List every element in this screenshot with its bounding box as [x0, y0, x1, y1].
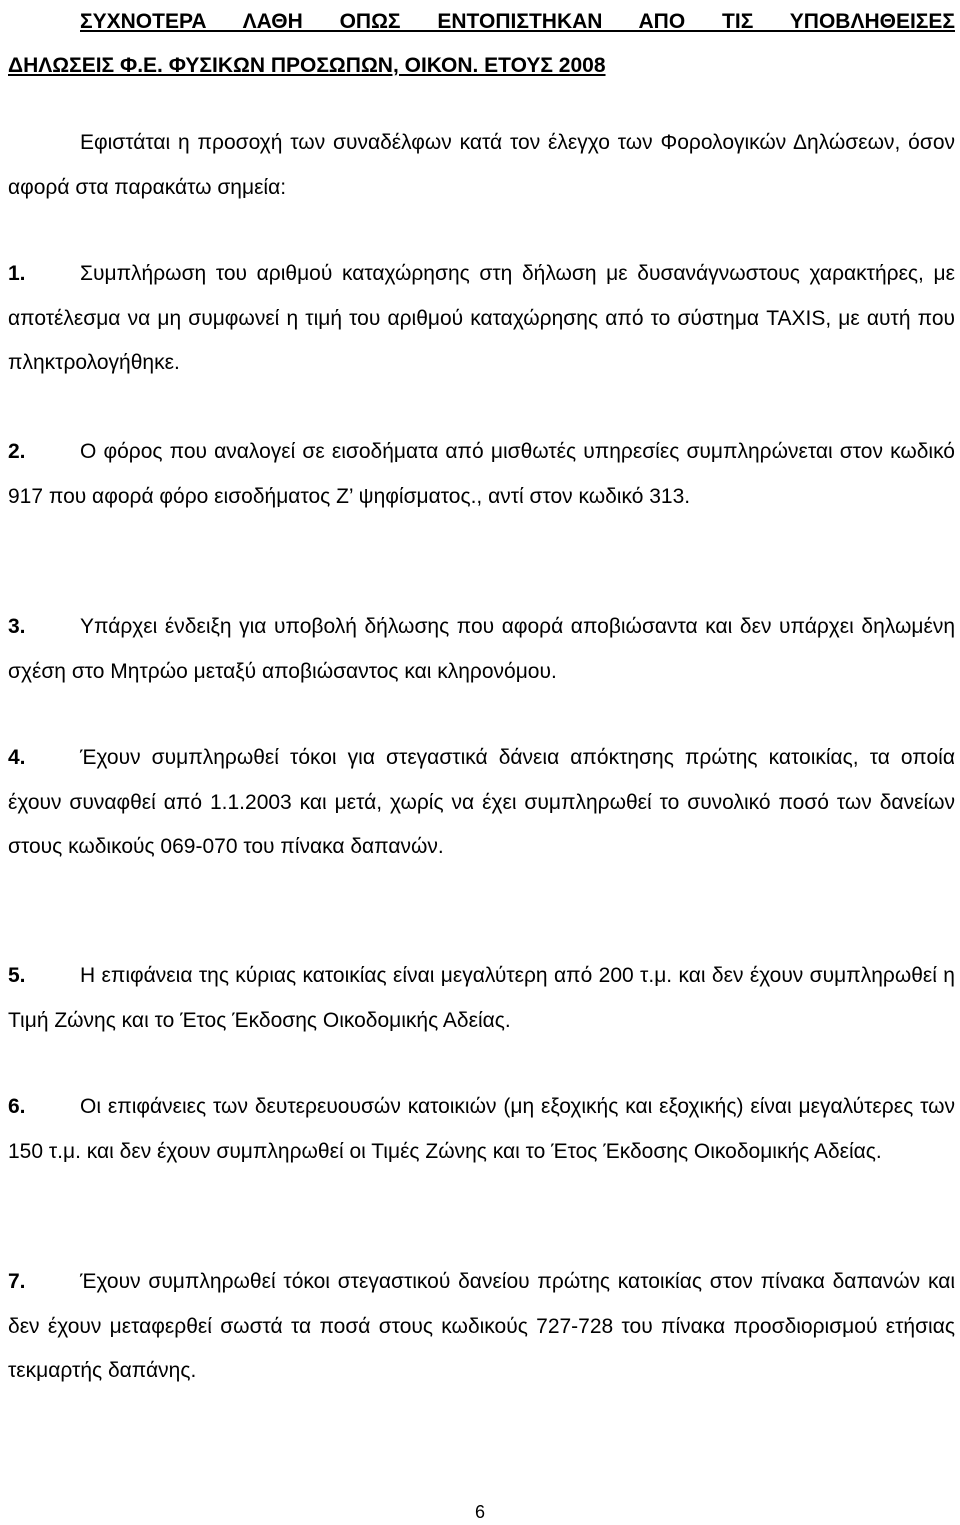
title-line-1: ΣΥΧΝΟΤΕΡΑ ΛΑΘΗ ΟΠΩΣ ΕΝΤΟΠΙΣΤΗΚΑΝ ΑΠΟ ΤΙΣ ΥΠΟΒΛΗΘΕΙΣΕΣ [80, 10, 955, 33]
item-number: 3. [8, 615, 26, 638]
list-item-2 [8, 430, 955, 519]
item-number: 4. [8, 746, 26, 769]
list-item-5 [8, 954, 955, 1043]
item-text: Έχουν συμπληρωθεί τόκοι για στεγαστικά δάνεια απόκτησης πρώτης κατοικίας, τα οποία έχουν συναφθεί από 1.1.2003 και μετά, χωρίς να έχει συμπληρωθεί το συνολικό ποσό των δανείων στους κωδικούς 069-070 του πίνακα δαπανών. [8, 746, 955, 858]
item-text: Συμπλήρωση του αριθμού καταχώρησης στη δήλωση με δυσανάγνωστους χαρακτήρες, με αποτέλεσμα να μη συμφωνεί η τιμή του αριθμού καταχώρησης από το σύστημα TAXIS, με αυτή που πληκτρολογήθηκε. [8, 262, 955, 374]
list-item-6 [8, 1085, 955, 1174]
item-number: 1. [8, 262, 26, 285]
list-item-4 [8, 736, 955, 870]
list-item-7 [8, 1260, 955, 1394]
item-number: 5. [8, 964, 26, 987]
intro-paragraph: Εφιστάται η προσοχή των συναδέλφων κατά τον έλεγχο των Φορολογικών Δηλώσεων, όσον αφορά στα παρακάτω σημεία: [8, 131, 955, 199]
page-number: 6 [474, 1502, 485, 1522]
document-title [8, 0, 960, 88]
item-text: Οι επιφάνειες των δευτερευουσών κατοικιών (μη εξοχικής και εξοχικής) είναι μεγαλύτερες των 150 τ.μ. και δεν έχουν συμπληρωθεί οι Τιμές Ζώνης και το Έτος Έκδοσης Οικοδομικής Αδείας. [8, 1095, 955, 1163]
list-item-3 [8, 605, 955, 694]
item-text: Έχουν συμπληρωθεί τόκοι στεγαστικού δανείου πρώτης κατοικίας στον πίνακα δαπανών και δεν έχουν μεταφερθεί σωστά τα ποσά στους κωδικούς 727-728 του πίνακα προσδιορισμού ετήσιας τεκμαρτής δαπάνης. [8, 1270, 955, 1382]
item-text: Η επιφάνεια της κύριας κατοικίας είναι μεγαλύτερη από 200 τ.μ. και δεν έχουν συμπληρωθεί η Τιμή Ζώνης και το Έτος Έκδοσης Οικοδομικής Αδείας. [8, 964, 955, 1032]
item-number: 7. [8, 1270, 26, 1293]
title-line-2: ΔΗΛΩΣΕΙΣ Φ.Ε. ΦΥΣΙΚΩΝ ΠΡΟΣΩΠΩΝ, ΟΙΚΟΝ. ΕΤΟΥΣ 2008 [8, 54, 606, 77]
item-number: 6. [8, 1095, 26, 1118]
item-text: Ο φόρος που αναλογεί σε εισοδήματα από μισθωτές υπηρεσίες συμπληρώνεται στον κωδικό 917 που αφορά φόρο εισοδήματος Ζ’ ψηφίσματος., αντί στον κωδικό 313. [8, 440, 955, 508]
item-text: Υπάρχει ένδειξη για υποβολή δήλωσης που αφορά αποβιώσαντα και δεν υπάρχει δηλωμένη σχέση στο Μητρώο μεταξύ αποβιώσαντος και κληρονόμου. [8, 615, 955, 683]
item-number: 2. [8, 440, 26, 463]
list-item-1 [8, 252, 955, 386]
